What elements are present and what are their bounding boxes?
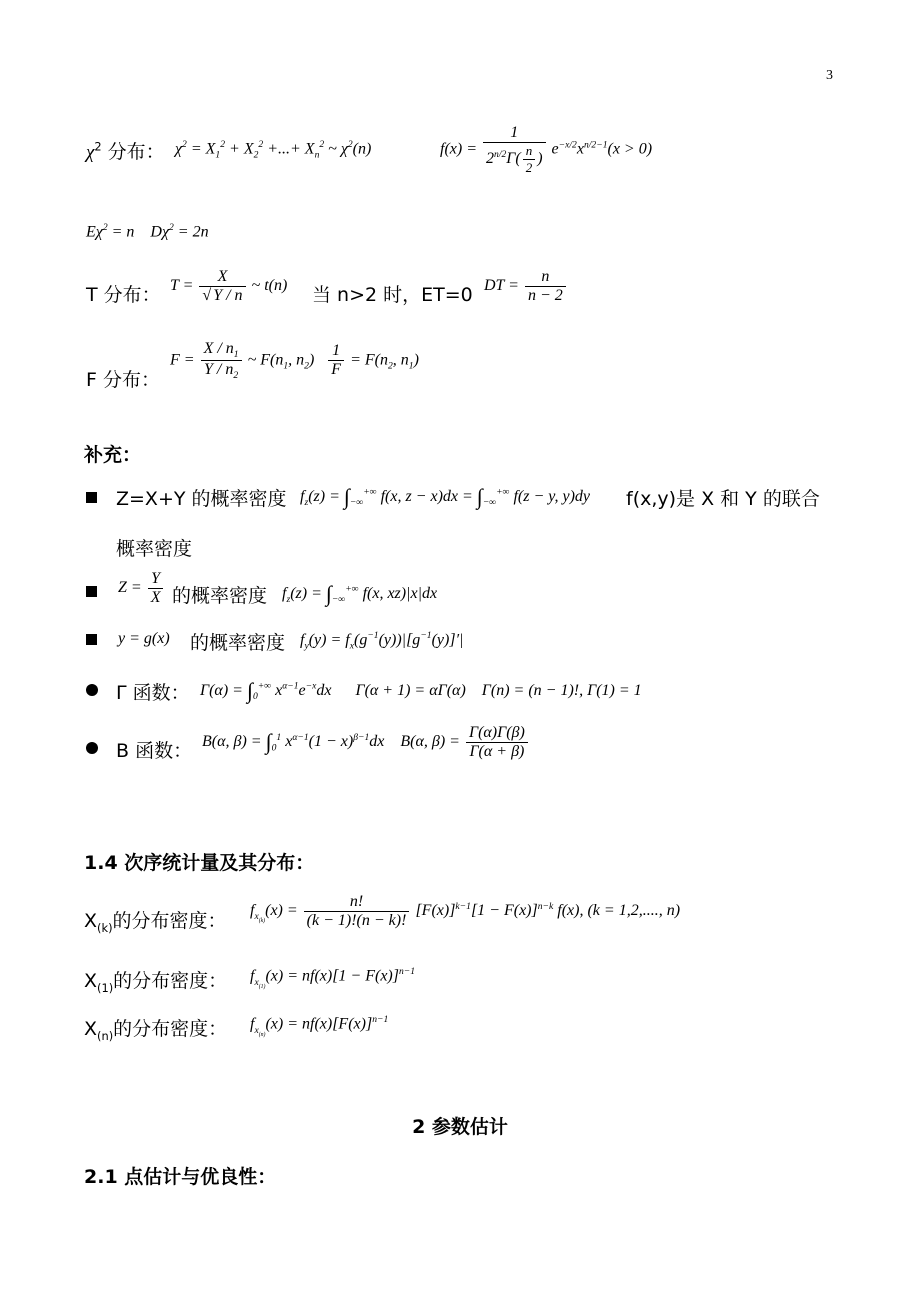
supplement-item-1-post: f(x,y)是 X 和 Y 的联合 (626, 488, 820, 510)
section-2-1-heading: 2.1 点估计与优良性： (84, 1166, 277, 1188)
chi2-label: $\chi^2$ 分布： (86, 139, 165, 163)
chi2-definition: $\chi^2 = X_1^2 + X_2^2$ +...+ $X_n^2$ ~ $\chi^2(n)$ (175, 139, 372, 161)
bullet-square-icon (86, 634, 97, 645)
order-stat-n-formula: $f_{x_{(n)}}(x) = nf(x)[F(x)]^{n-1}$ (250, 1014, 389, 1038)
order-stat-n-label: $X_{(n)}$的分布密度： (84, 1018, 228, 1043)
supplement-item-2-pre: Z = $\frac{Y}{X}$ (118, 570, 165, 607)
chapter-2-title: 2 参数估计 (412, 1116, 508, 1138)
f-definition: F = $\frac{X / n_1}{Y / n_2}$ ~ $F(n_1$, $n_2$) $\frac{1}{F}$ = $F(n_2$, $n_1$) (170, 340, 419, 382)
supplement-item-5-formula: B(α, $\beta) = \int_0^1$ $x^{\alpha-1}(1 - x)^{\beta-1}dx$ B(α, β) = $\frac{\Gamma(\alpha)\Gamma(\beta)}{\Gamma(\alpha + \beta)}$ (202, 724, 530, 761)
order-stat-k-label: $X_{(k)}$的分布密度： (84, 910, 227, 935)
supplement-item-5-pre: B 函数： (116, 740, 193, 762)
f-label: F 分布： (86, 369, 160, 391)
supplement-item-3-mid: 的概率密度 (190, 632, 286, 654)
section-1-4-heading: 1.4 次序统计量及其分布： (84, 852, 315, 874)
t-fraction: $\frac{X}{√ Y / n}$ (199, 268, 245, 305)
t-definition: T = $\frac{X}{√ Y / n}$ ~ t(n) (170, 268, 288, 304)
page-number: 3 (826, 68, 833, 83)
supplement-item-1-cont: 概率密度 (116, 538, 193, 560)
supplement-item-3-formula: $f_y(y) = f_x(g^{-1}(y))|[g^{-1}(y)]'|$ (300, 630, 464, 652)
dt-fraction: $\frac{n}{n - 2}$ (525, 268, 566, 305)
supplement-item-4-pre: Γ 函数： (116, 682, 190, 704)
t-label: T 分布： (86, 284, 161, 306)
order-stat-k-formula: $f_{x_{(k)}}(x)$ = $\frac{n!}{(k - 1)!(n - k)!}$ $[F(x)]^{k-1}[1 - F(x)]^{n-k}$ f(x), (k = 1,2,...., n) (250, 893, 681, 929)
supplement-item-1-formula: $f_z(z) = \int_{-\infty}^{+\infty}$ f(x, $z - x)dx = \int_{-\infty}^{+\infty}$ f(z − y, y)dy (300, 484, 591, 509)
supplement-item-3-pre: y = g(x) (118, 630, 170, 647)
supplement-heading: 补充： (84, 444, 142, 466)
t-note: 当 n>2 时，ET=0 (312, 284, 473, 306)
chi2-moments: $E\chi^2 = n$ $D\chi^2 = 2n$ (86, 222, 209, 241)
supplement-item-2-mid: 的概率密度 (172, 585, 268, 607)
bullet-dot-icon (86, 742, 98, 754)
supplement-item-2-formula: $f_z(z) = \int_{-\infty}^{+\infty}$ f(x, xz)|x|dx (282, 581, 438, 606)
f-fraction: $\frac{X / n_1}{Y / n_2}$ (201, 340, 242, 381)
bullet-square-icon (86, 492, 97, 503)
order-stat-1-label: $X_{(1)}$的分布密度： (84, 970, 228, 995)
chi2-pdf-fraction: 1 $2^{n/2}\Gamma$( $\frac{n}{2}$ ) (483, 124, 546, 176)
supplement-item-1-pre: Z=X+Y 的概率密度 (116, 488, 287, 510)
bullet-square-icon (86, 586, 97, 597)
order-stat-1-formula: $f_{x_{(1)}}(x) = nf(x)[1 - F(x)]^{n-1}$ (250, 966, 416, 990)
chi2-pdf: f(x) = 1 $2^{n/2}\Gamma$( $\frac{n}{2}$ ) $e^{-x/2}x^{n/2-1}(x > 0)$ (440, 124, 653, 175)
f-inverse-fraction: $\frac{1}{F}$ (328, 342, 344, 379)
supplement-item-4-formula: $\Gamma(\alpha) = \int_0^{+\infty}$ $x^{\alpha-1}e^{-x}dx$ Γ(α + 1) = αΓ(α) Γ(n) = (n − 1)!, Γ(1) = 1 (200, 678, 642, 703)
bullet-dot-icon (86, 684, 98, 696)
t-variance: DT = $\frac{n}{n - 2}$ (484, 268, 568, 305)
